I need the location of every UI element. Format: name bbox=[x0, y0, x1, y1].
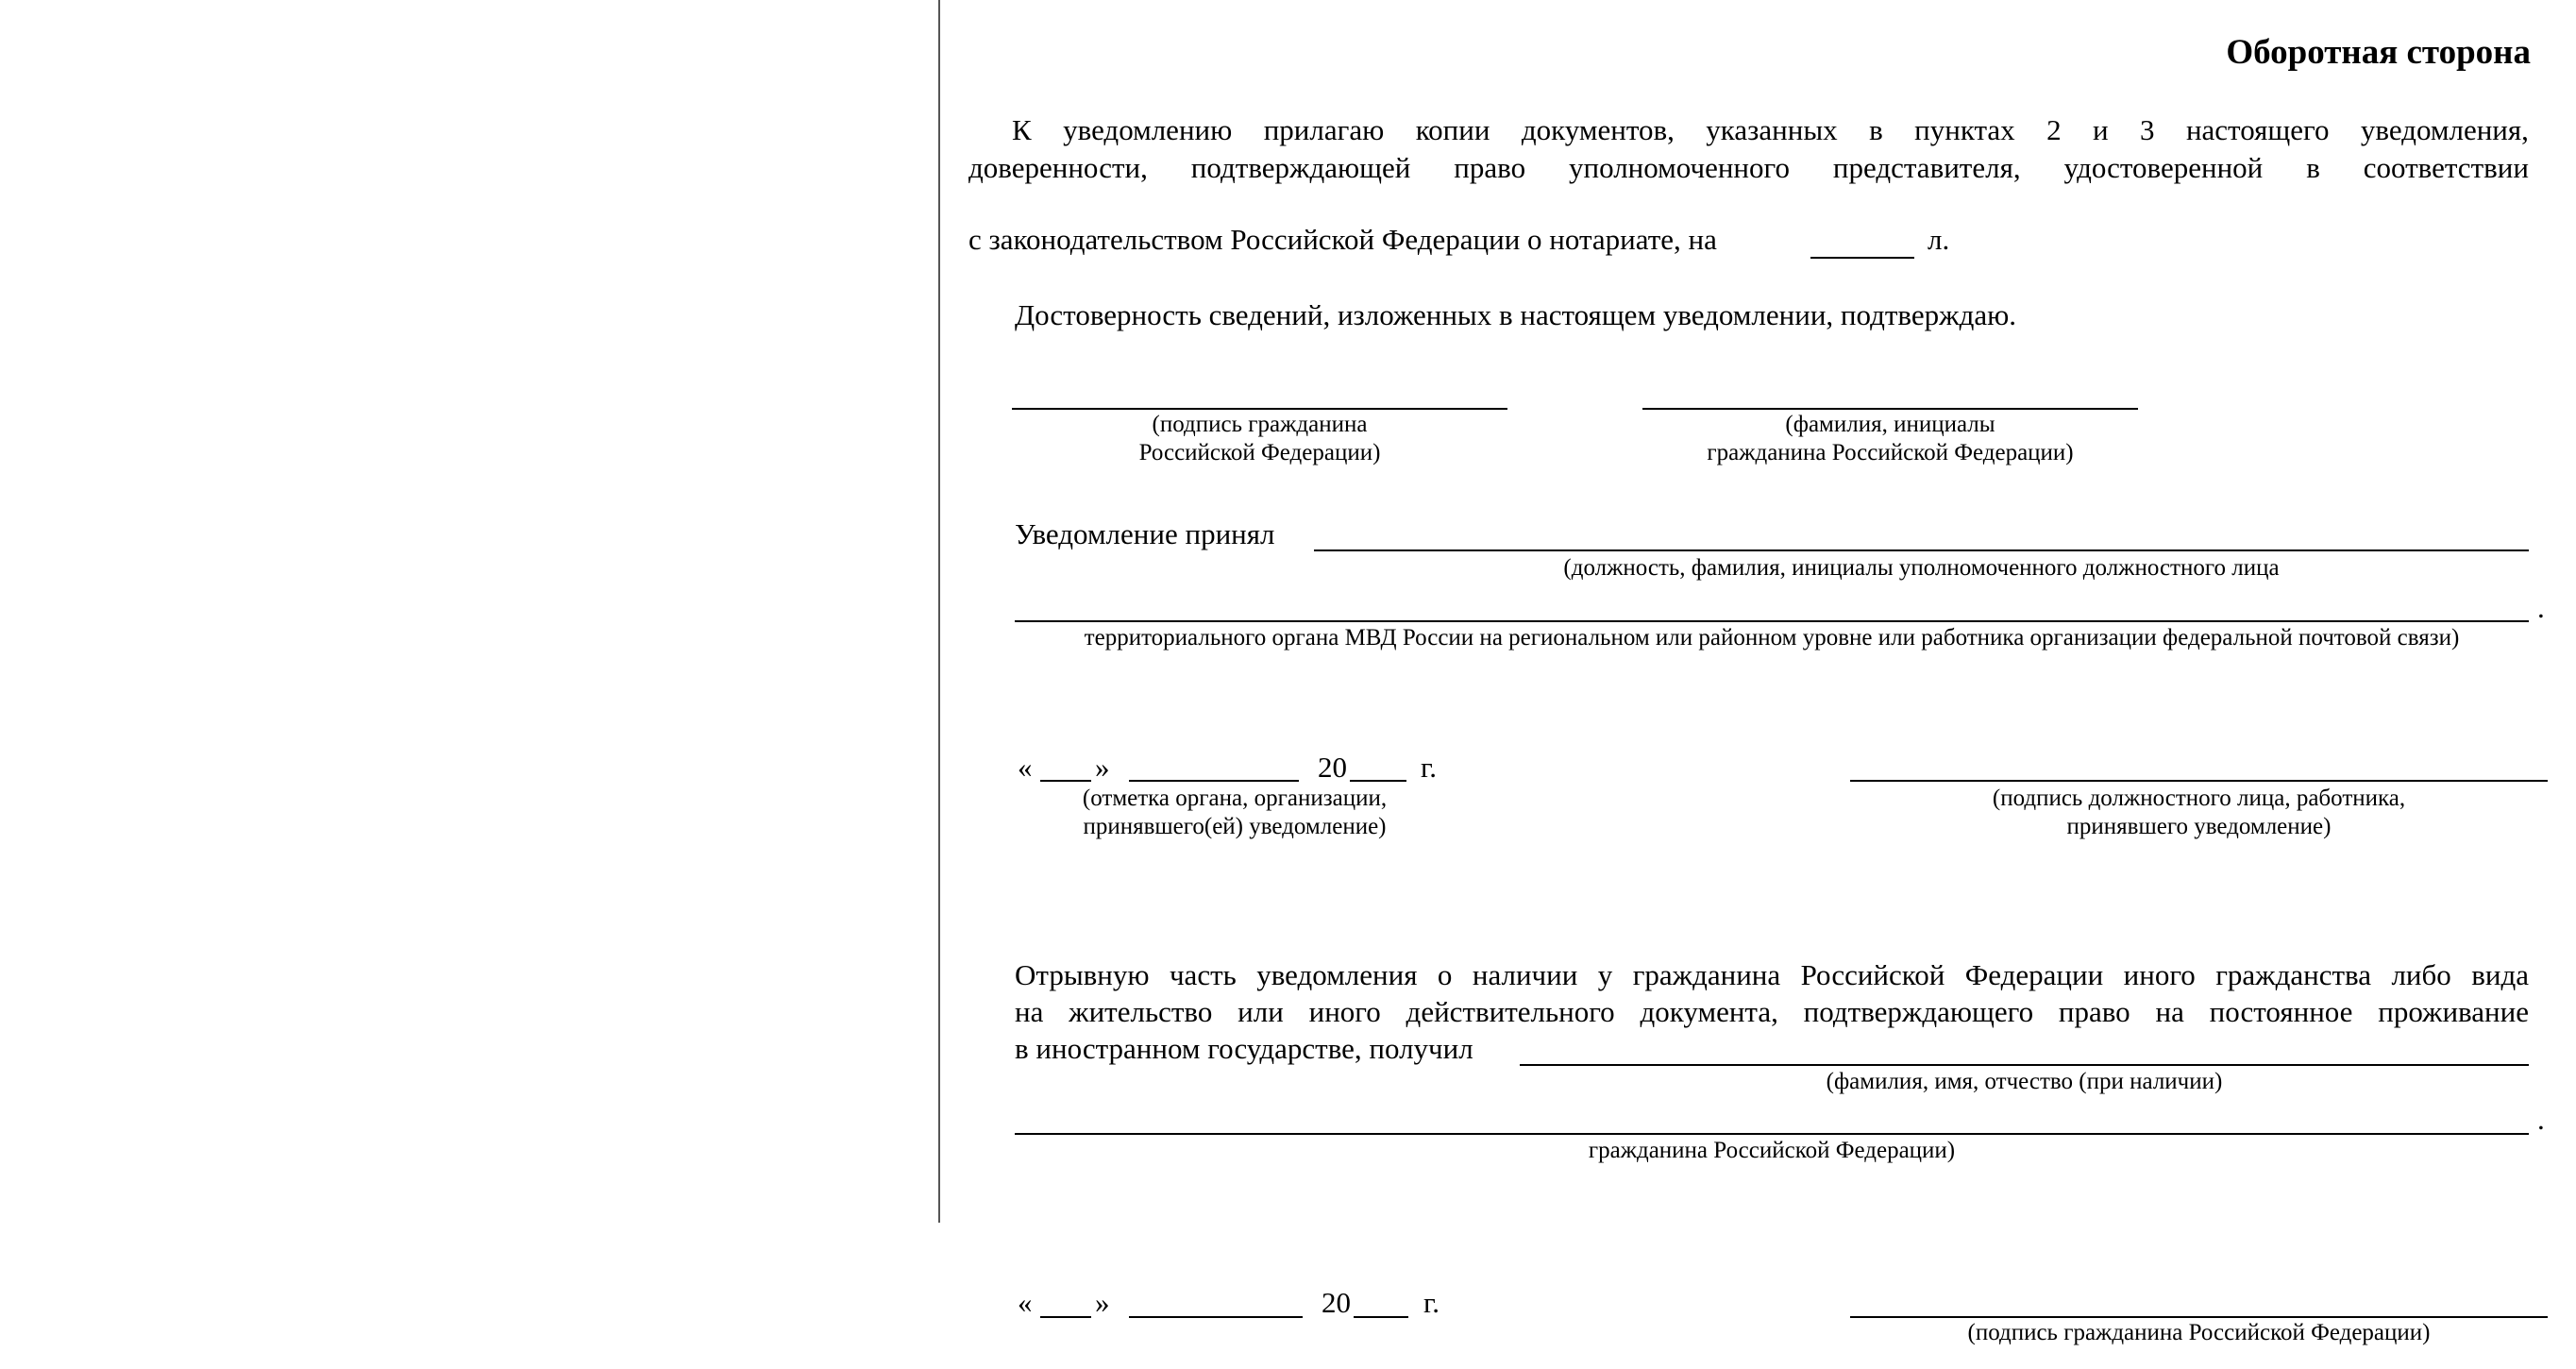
tear-off-caption-1: (фамилия, имя, отчество (при наличии) bbox=[1826, 1069, 2223, 1094]
receiver-name-field-continued[interactable] bbox=[1015, 1133, 2529, 1135]
date-2-year-suffix: г. bbox=[1423, 1286, 1440, 1319]
word: Российской bbox=[1800, 958, 1945, 991]
word: вида bbox=[2471, 958, 2529, 991]
word: пунктах bbox=[1914, 113, 2015, 146]
word: К bbox=[1012, 113, 1032, 146]
date-2-year-field[interactable] bbox=[1354, 1316, 1408, 1318]
word: наличии bbox=[1472, 958, 1578, 991]
word: прилагаю bbox=[1263, 113, 1385, 146]
date-2-close-quote: » bbox=[1095, 1286, 1110, 1319]
word: доверенности, bbox=[968, 151, 1148, 184]
word: в bbox=[2306, 151, 2320, 184]
accepted-caption-1: (должность, фамилия, инициалы уполномоченного должностного лица bbox=[1563, 555, 2280, 581]
date-1-right-caption-1: (подпись должностного лица, работника, bbox=[1992, 786, 2406, 811]
date-2-day-field[interactable] bbox=[1040, 1316, 1091, 1318]
word: право bbox=[1454, 151, 1526, 184]
word: документов, bbox=[1521, 113, 1675, 146]
tear-off-line-2 bbox=[1015, 995, 2529, 1029]
attach-line-1 bbox=[1012, 113, 2529, 147]
word: иного bbox=[1308, 995, 1381, 1028]
word: указанных bbox=[1706, 113, 1838, 146]
word: проживание bbox=[2378, 995, 2529, 1028]
date-2-year-prefix: 20 bbox=[1322, 1286, 1351, 1319]
attach-line-2 bbox=[968, 151, 2529, 185]
word: гражданина bbox=[1632, 958, 1781, 991]
attach-line-3-prefix: с законодательством Российской Федерации о нотариате, на bbox=[968, 223, 1717, 256]
confirmation-text: Достоверность сведений, изложенных в настоящем уведомлении, подтверждаю. bbox=[1015, 298, 2017, 331]
citizen-signature-field[interactable] bbox=[1012, 408, 1507, 410]
word: на bbox=[1015, 995, 1044, 1028]
word: уполномоченного bbox=[1569, 151, 1790, 184]
word: или bbox=[1237, 995, 1284, 1028]
signature-caption-right-2: гражданина Российской Федерации) bbox=[1707, 440, 2074, 465]
accepted-by-field-continued[interactable] bbox=[1015, 620, 2529, 622]
official-signature-field[interactable] bbox=[1850, 780, 2548, 782]
word: подтверждающей bbox=[1190, 151, 1411, 184]
accepted-label: Уведомление принял bbox=[1015, 517, 1275, 550]
word: уведомлению bbox=[1063, 113, 1233, 146]
word: документа, bbox=[1640, 995, 1778, 1028]
date-1-right-caption-2: принявшего уведомление) bbox=[2066, 814, 2332, 839]
date-2-right-caption: (подпись гражданина Российской Федерации) bbox=[1967, 1320, 2431, 1345]
date-2-month-field[interactable] bbox=[1129, 1316, 1303, 1318]
accepted-period: . bbox=[2537, 591, 2545, 624]
signature-caption-left-2: Российской Федерации) bbox=[1138, 440, 1381, 465]
receiver-name-field[interactable] bbox=[1520, 1064, 2529, 1066]
date-1-day-field[interactable] bbox=[1040, 780, 1091, 782]
signature-caption-right-1: (фамилия, инициалы bbox=[1785, 412, 1995, 437]
date-1-left-caption-1: (отметка органа, организации, bbox=[1082, 786, 1388, 811]
word: Федерации bbox=[1964, 958, 2104, 991]
date-2-open-quote: « bbox=[1018, 1286, 1033, 1319]
word: жительство bbox=[1069, 995, 1213, 1028]
word: в bbox=[1869, 113, 1883, 146]
word: Отрывную bbox=[1015, 958, 1150, 991]
fold-divider bbox=[938, 0, 940, 1223]
date-1-year-suffix: г. bbox=[1421, 751, 1437, 784]
attach-line-3-suffix: л. bbox=[1928, 223, 1950, 256]
word: подтверждающего bbox=[1803, 995, 2034, 1028]
word: действительного bbox=[1406, 995, 1615, 1028]
signature-caption-left-1: (подпись гражданина bbox=[1152, 412, 1368, 437]
tear-off-line-1 bbox=[1015, 958, 2529, 992]
citizen-receipt-signature-field[interactable] bbox=[1850, 1316, 2548, 1318]
word: удостоверенной bbox=[2063, 151, 2264, 184]
date-1-left-caption-2: принявшего(ей) уведомление) bbox=[1083, 814, 1387, 839]
word: 2 bbox=[2046, 113, 2062, 146]
word: и bbox=[2093, 113, 2109, 146]
word: постоянное bbox=[2209, 995, 2353, 1028]
word: на bbox=[2155, 995, 2184, 1028]
date-1-month-field[interactable] bbox=[1129, 780, 1299, 782]
sheet-count-field[interactable] bbox=[1810, 257, 1914, 259]
tear-off-line-3-prefix: в иностранном государстве, получил bbox=[1015, 1032, 1473, 1065]
word: представителя, bbox=[1832, 151, 2021, 184]
word: уведомления bbox=[1256, 958, 1418, 991]
tear-off-period: . bbox=[2537, 1103, 2545, 1136]
word: уведомления, bbox=[2360, 113, 2529, 146]
word: копии bbox=[1415, 113, 1490, 146]
date-1-year-prefix: 20 bbox=[1318, 751, 1347, 784]
date-1-year-field[interactable] bbox=[1350, 780, 1406, 782]
date-1-open-quote: « bbox=[1018, 751, 1033, 784]
word: право bbox=[2058, 995, 2130, 1028]
date-1-close-quote: » bbox=[1095, 751, 1110, 784]
word: 3 bbox=[2140, 113, 2155, 146]
accepted-by-field[interactable] bbox=[1314, 549, 2529, 551]
word: часть bbox=[1169, 958, 1237, 991]
word: настоящего bbox=[2185, 113, 2330, 146]
citizen-name-field[interactable] bbox=[1642, 408, 2138, 410]
word: гражданства bbox=[2215, 958, 2372, 991]
page-title: Оборотная сторона bbox=[2226, 33, 2531, 72]
word: соответствии bbox=[2363, 151, 2529, 184]
word: либо bbox=[2391, 958, 2451, 991]
word: о bbox=[1437, 958, 1453, 991]
word: иного bbox=[2123, 958, 2196, 991]
accepted-caption-2: территориального органа МВД России на региональном или районном уровне или работника организации федеральной почтовой связи) bbox=[1084, 625, 2460, 651]
tear-off-caption-2: гражданина Российской Федерации) bbox=[1588, 1138, 1956, 1163]
word: у bbox=[1597, 958, 1613, 991]
